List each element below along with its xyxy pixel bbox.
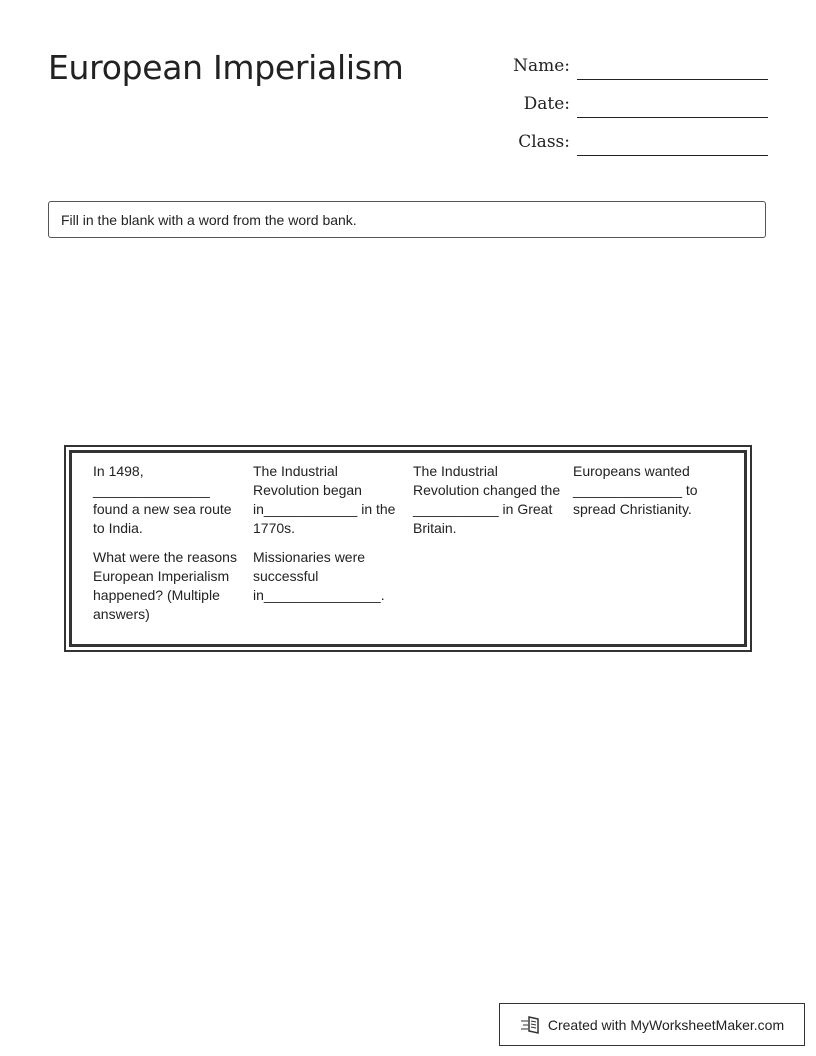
question-item: What were the reasons European Imperialism happened? (Multiple answers) xyxy=(93,549,237,622)
name-label: Name: xyxy=(513,56,570,76)
date-blank-line xyxy=(577,117,768,118)
footer-credit-text: Created with MyWorksheetMaker.com xyxy=(547,1016,785,1033)
class-field xyxy=(490,126,768,156)
question-item: The Industrial Revolution began in____________ in the 1770s. xyxy=(253,463,396,536)
class-label: Class: xyxy=(518,132,570,152)
question-box-inner xyxy=(69,450,747,647)
question-box xyxy=(64,445,752,652)
name-field xyxy=(490,50,768,80)
worksheet-maker-logo-icon xyxy=(520,1015,542,1035)
question-item: The Industrial Revolution changed the ___________ in Great Britain. xyxy=(413,463,561,536)
question-item: In 1498, _______________ found a new sea route to India. xyxy=(93,463,232,536)
date-label: Date: xyxy=(523,94,570,114)
date-field xyxy=(490,88,768,118)
class-blank-line xyxy=(577,155,768,156)
footer-credit-box xyxy=(499,1003,805,1046)
question-item: Europeans wanted ______________ to spread Christianity. xyxy=(573,463,698,517)
worksheet-title: European Imperialism xyxy=(48,48,404,87)
instructions-box: Fill in the blank with a word from the word bank. xyxy=(48,201,766,238)
question-item: Missionaries were successful in_______________. xyxy=(253,549,385,603)
name-blank-line xyxy=(577,79,768,80)
